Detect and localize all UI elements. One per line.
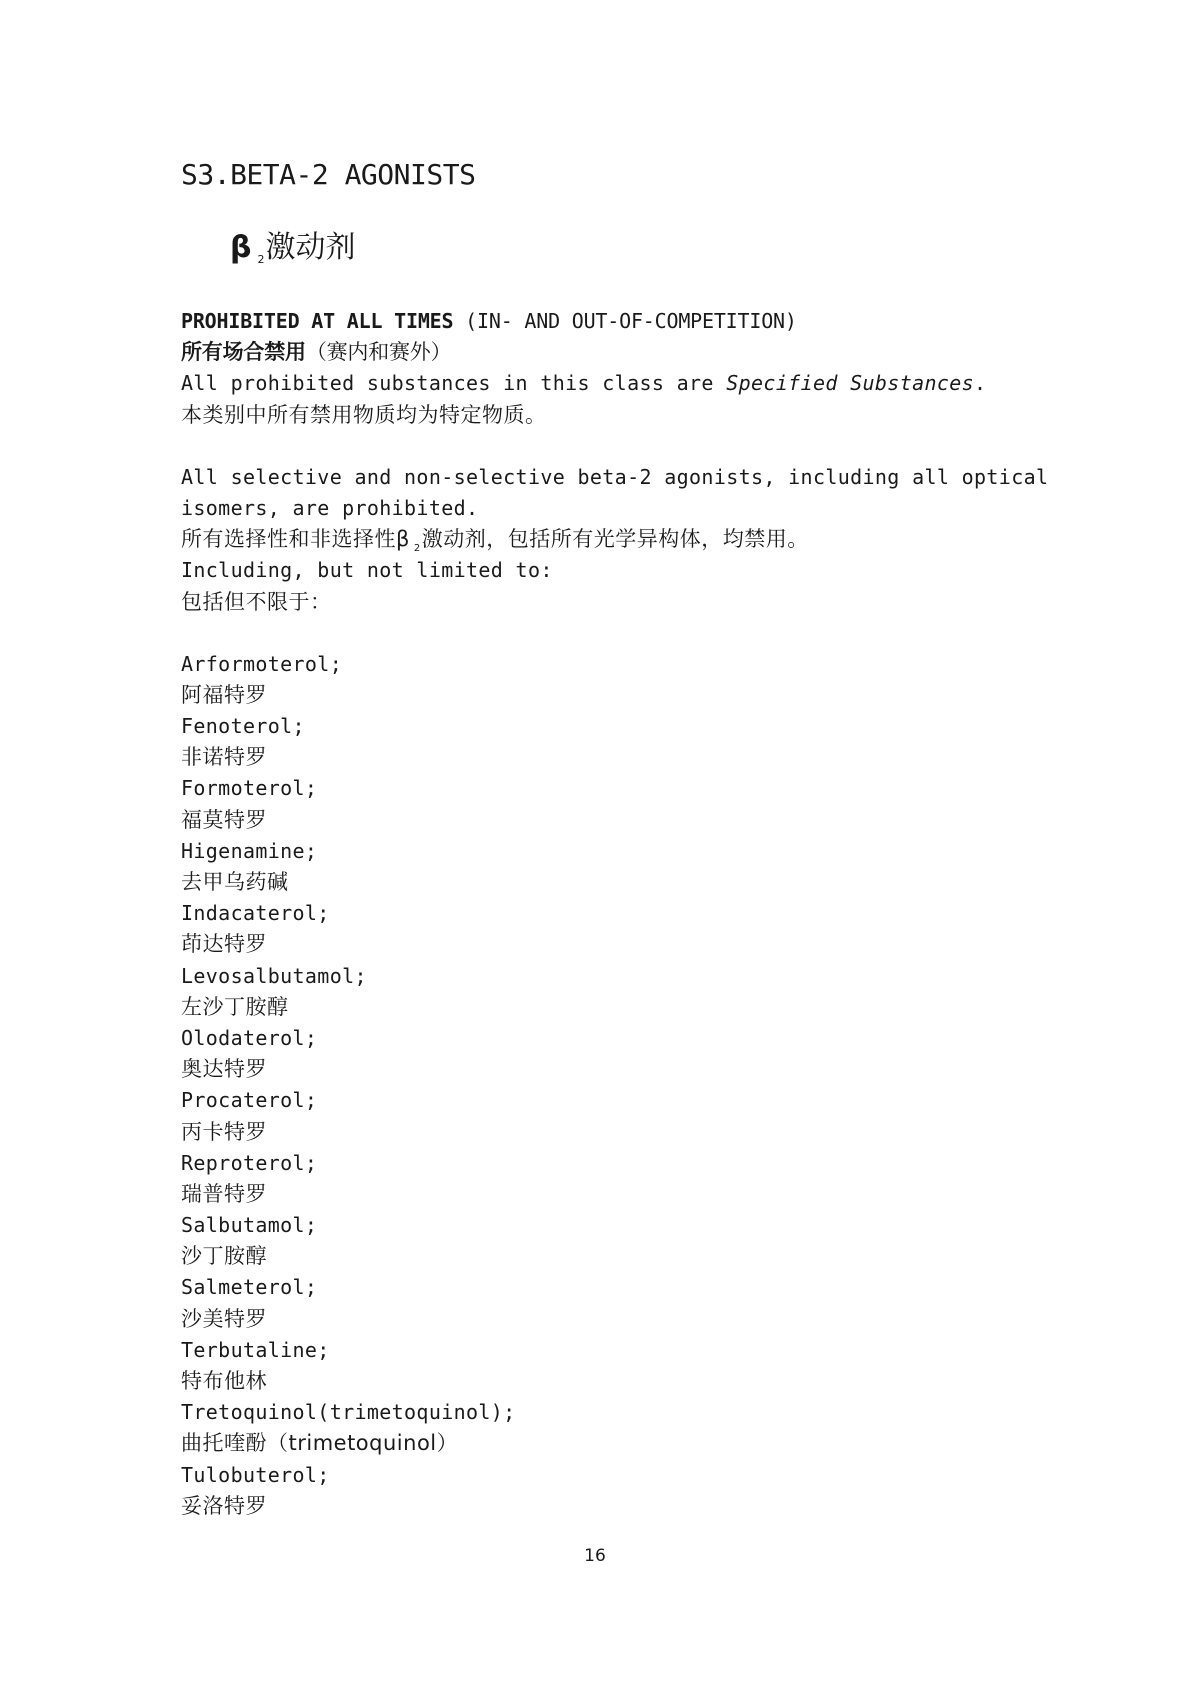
substance-cn: 丙卡特罗 (181, 1119, 267, 1144)
status-normal-text: (IN- AND OUT-OF-COMPETITION) (453, 309, 797, 333)
description-en-line-1: All selective and non-selective beta-2 agonists, including all optical (181, 464, 1049, 489)
subscript-two: 2 (257, 253, 265, 266)
substance-en: Salbutamol; (181, 1213, 318, 1238)
substance-cn: 去甲乌药碱 (181, 870, 289, 894)
substance-cn: 妥洛特罗 (181, 1493, 267, 1518)
spacer (181, 618, 1061, 649)
prohibition-status-en (181, 306, 1061, 337)
status-cn-normal-text: （赛内和赛外） (305, 340, 452, 365)
description-en-line-2: isomers, are prohibited. (181, 495, 479, 520)
spacer (181, 431, 1061, 462)
substance-cn: 阿福特罗 (181, 682, 267, 707)
substance-en: Fenoterol; (181, 714, 305, 739)
substance-cn: 沙丁胺醇 (181, 1244, 267, 1269)
specified-prefix: All prohibited substances in this class are (181, 371, 727, 396)
substance-en: Arformoterol; (181, 651, 343, 676)
including-en: Including, but not limited to: (181, 558, 553, 583)
substance-cn: 左沙丁胺醇 (181, 994, 289, 1019)
title-cn-text: 激动剂 (265, 230, 356, 265)
substance-en: Tulobuterol; (181, 1462, 330, 1487)
substance-en: Salmeterol; (181, 1275, 318, 1300)
substance-en: Tretoquinol(trimetoquinol); (181, 1400, 516, 1425)
substance-cn: 非诺特罗 (181, 745, 267, 770)
description-cn-subscript: 2 (413, 543, 421, 555)
specified-substances-cn: 本类别中所有禁用物质均为特定物质。 (181, 402, 547, 427)
substance-en: Formoterol; (181, 776, 318, 801)
substance-cn: 福莫特罗 (181, 807, 267, 832)
specified-italic: Specified Substances (726, 371, 975, 396)
substance-cn: 沙美特罗 (181, 1306, 267, 1331)
section-title-chinese (230, 222, 355, 266)
including-cn: 包括但不限于： (181, 589, 332, 614)
section-title: S3.BETA-2 AGONISTS (181, 158, 476, 191)
document-body (181, 306, 1061, 1522)
substance-cn: 曲托喹酚（trimetoquinol） (181, 1431, 459, 1456)
substance-en: Reproterol; (181, 1150, 318, 1175)
substance-list (181, 649, 1061, 1522)
description-cn-prefix: 所有选择性和非选择性β (181, 527, 410, 552)
beta-symbol: β (230, 230, 252, 265)
status-cn-bold-text: 所有场合禁用 (181, 340, 306, 365)
prohibition-status-cn (181, 337, 1061, 368)
description-cn (181, 524, 1061, 555)
specified-substances-en (181, 368, 1061, 399)
status-bold-text: PROHIBITED AT ALL TIMES (181, 309, 454, 333)
page-number: 16 (584, 1546, 606, 1566)
description-cn-suffix: 激动剂，包括所有光学异构体，均禁用。 (421, 527, 809, 552)
substance-cn: 瑞普特罗 (181, 1181, 267, 1206)
substance-en: Higenamine; (181, 838, 318, 863)
specified-suffix: . (974, 371, 987, 396)
substance-cn: 茚达特罗 (181, 932, 267, 957)
substance-en: Olodaterol; (181, 1025, 318, 1050)
substance-en: Levosalbutamol; (181, 963, 367, 988)
substance-en: Terbutaline; (181, 1337, 330, 1362)
substance-en: Procaterol; (181, 1088, 318, 1113)
substance-en: Indacaterol; (181, 901, 330, 926)
substance-cn: 特布他林 (181, 1369, 267, 1393)
substance-cn: 奥达特罗 (181, 1057, 267, 1082)
